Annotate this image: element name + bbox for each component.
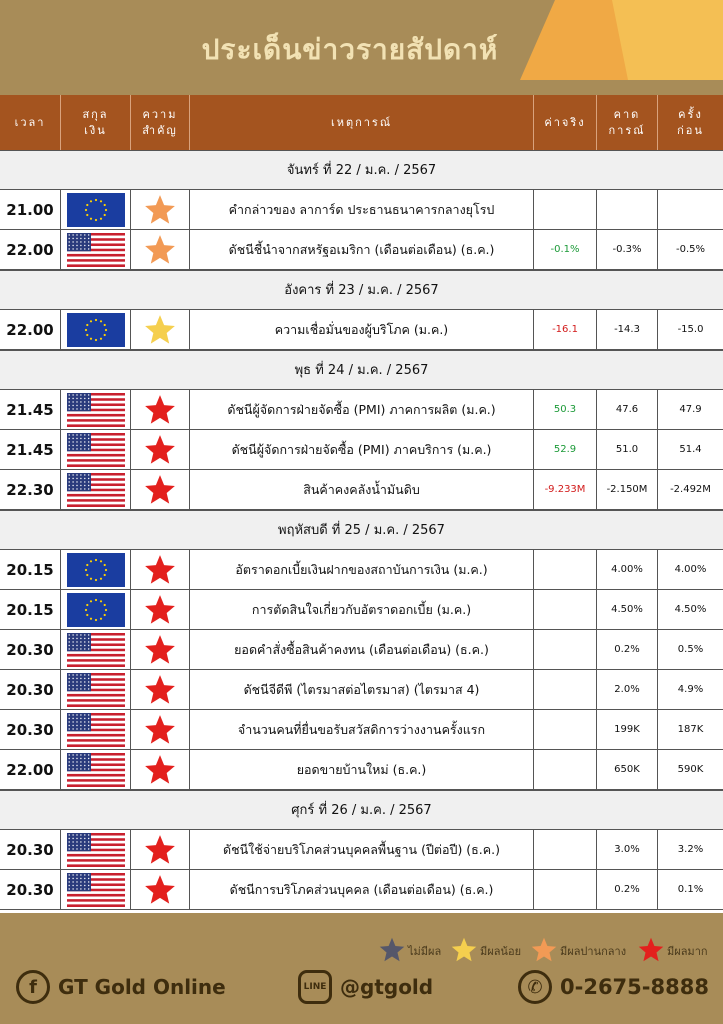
importance-cell xyxy=(131,470,190,509)
line-id: @gtgold xyxy=(340,975,434,999)
event-row xyxy=(0,230,723,270)
event-row xyxy=(0,430,723,470)
forecast-value: -2.150M xyxy=(597,470,658,509)
currency-cell xyxy=(61,590,131,629)
event-time: 22.00 xyxy=(0,310,61,349)
day-label: พุธ ที่ 24 / ม.ค. / 2567 xyxy=(294,363,429,378)
forecast-value: 4.50% xyxy=(597,590,658,629)
phone-number: 0-2675-8888 xyxy=(560,975,709,999)
previous-value: 51.4 xyxy=(679,444,702,455)
event-row xyxy=(0,670,723,710)
importance-cell xyxy=(131,870,190,909)
previous-value xyxy=(658,190,723,229)
importance-cell xyxy=(131,630,190,669)
event-name: ดัชนีชี้นำจากสหรัฐอเมริกา (เดือนต่อเดือน) (ธ.ค.) xyxy=(190,230,534,269)
forecast-value: 3.0% xyxy=(597,830,658,869)
actual-value: -9.233M xyxy=(534,470,597,509)
day-label: ศุกร์ ที่ 26 / ม.ค. / 2567 xyxy=(291,803,432,818)
forecast-value: 47.6 xyxy=(597,390,658,429)
actual-value: 52.9 xyxy=(534,430,597,469)
us-flag-icon xyxy=(67,673,125,707)
event-time: 20.30 xyxy=(0,870,61,909)
facebook-icon: f xyxy=(16,970,50,1004)
actual-value xyxy=(534,830,597,869)
importance-cell xyxy=(131,750,190,789)
us-flag-icon xyxy=(67,753,125,787)
orange-star-icon xyxy=(143,193,177,227)
importance-cell xyxy=(131,390,190,429)
forecast-value: 51.0 xyxy=(597,430,658,469)
event-row xyxy=(0,870,723,910)
forecast-value xyxy=(597,190,658,229)
event-time: 22.30 xyxy=(0,470,61,509)
line-icon: LINE xyxy=(298,970,332,1004)
importance-cell xyxy=(131,710,190,749)
day-header-row xyxy=(0,150,723,190)
col-importance-header: ความ สำคัญ xyxy=(131,95,190,150)
event-name: ความเชื่อมั่นของผู้บริโภค (ม.ค.) xyxy=(190,310,534,349)
event-row xyxy=(0,390,723,430)
importance-cell xyxy=(131,830,190,869)
actual-value xyxy=(534,550,597,589)
currency-cell xyxy=(61,390,131,429)
red-star-icon xyxy=(143,833,177,867)
importance-cell xyxy=(131,670,190,709)
forecast-value: 4.00% xyxy=(597,550,658,589)
currency-cell xyxy=(61,870,131,909)
previous-value: 0.1% xyxy=(677,884,704,895)
event-name: ดัชนีผู้จัดการฝ่ายจัดซื้อ (PMI) ภาคการผลิต (ม.ค.) xyxy=(190,390,534,429)
currency-cell xyxy=(61,430,131,469)
event-time: 21.45 xyxy=(0,390,61,429)
legend-item-none xyxy=(378,937,441,965)
currency-cell xyxy=(61,830,131,869)
event-name: สินค้าคงคลังน้ำมันดิบ xyxy=(190,470,534,509)
eu-flag-icon xyxy=(67,593,125,627)
line-contact[interactable] xyxy=(298,965,433,1009)
col-currency-header: สกุล เงิน xyxy=(61,95,131,150)
event-time: 21.45 xyxy=(0,430,61,469)
event-time: 20.30 xyxy=(0,710,61,749)
currency-cell xyxy=(61,710,131,749)
actual-value xyxy=(534,590,597,629)
forecast-value: 0.2% xyxy=(597,870,658,909)
actual-value xyxy=(534,870,597,909)
forecast-value: -14.3 xyxy=(597,310,658,349)
importance-cell xyxy=(131,550,190,589)
actual-value xyxy=(534,750,597,789)
event-row xyxy=(0,630,723,670)
previous-value: 590K xyxy=(677,764,704,775)
red-star-icon xyxy=(143,633,177,667)
day-header-row xyxy=(0,350,723,390)
event-row xyxy=(0,550,723,590)
previous-value: 4.50% xyxy=(674,604,707,615)
us-flag-icon xyxy=(67,633,125,667)
previous-value: 47.9 xyxy=(679,404,702,415)
event-name: ดัชนีใช้จ่ายบริโภคส่วนบุคคลพื้นฐาน (ปีต่อปี) (ธ.ค.) xyxy=(190,830,534,869)
previous-value: 4.00% xyxy=(674,564,707,575)
currency-cell xyxy=(61,230,131,269)
legend-label: มีผลมาก xyxy=(667,945,708,958)
us-flag-icon xyxy=(67,393,125,427)
yellow-star-icon xyxy=(143,313,177,347)
event-time: 22.00 xyxy=(0,750,61,789)
currency-cell xyxy=(61,310,131,349)
currency-cell xyxy=(61,750,131,789)
eu-flag-icon xyxy=(67,313,125,347)
phone-contact[interactable] xyxy=(518,965,709,1009)
legend-label: มีผลปานกลาง xyxy=(560,945,627,958)
orange-star-icon xyxy=(143,233,177,267)
legend-label: ไม่มีผล xyxy=(408,945,442,958)
legend-item-low xyxy=(450,937,521,965)
legend-item-medium xyxy=(530,937,626,965)
event-time: 22.00 xyxy=(0,230,61,269)
event-time: 20.15 xyxy=(0,590,61,629)
red-star-icon xyxy=(143,553,177,587)
legend-label: มีผลน้อย xyxy=(480,945,522,958)
day-header-row xyxy=(0,510,723,550)
header-banner xyxy=(0,0,723,95)
event-row xyxy=(0,590,723,630)
event-name: คำกล่าวของ ลาการ์ด ประธานธนาคารกลางยุโรป xyxy=(190,190,534,229)
day-label: พฤหัสบดี ที่ 25 / ม.ค. / 2567 xyxy=(278,523,445,538)
event-time: 21.00 xyxy=(0,190,61,229)
phone-icon: ✆ xyxy=(518,970,552,1004)
legend-item-high xyxy=(637,937,708,965)
event-row xyxy=(0,710,723,750)
us-flag-icon xyxy=(67,873,125,907)
importance-cell xyxy=(131,590,190,629)
day-header-row xyxy=(0,270,723,310)
actual-value xyxy=(534,670,597,709)
event-row xyxy=(0,470,723,510)
actual-value: -0.1% xyxy=(534,230,597,269)
red-star-icon xyxy=(143,673,177,707)
day-header-row xyxy=(0,790,723,830)
red-star-icon xyxy=(143,433,177,467)
currency-cell xyxy=(61,470,131,509)
us-flag-icon xyxy=(67,473,125,507)
previous-value: 4.9% xyxy=(677,684,704,695)
legend-red-star-icon xyxy=(637,936,665,967)
previous-value: 187K xyxy=(677,724,704,735)
forecast-value: 199K xyxy=(597,710,658,749)
forecast-value: 650K xyxy=(597,750,658,789)
col-previous-header: ครั้ง ก่อน xyxy=(677,107,704,137)
col-forecast-header: คาด การณ์ xyxy=(597,95,658,150)
legend-gray-star-icon xyxy=(378,936,406,967)
red-star-icon xyxy=(143,393,177,427)
col-actual-header: ค่าจริง xyxy=(534,95,597,150)
actual-value: 50.3 xyxy=(534,390,597,429)
event-time: 20.30 xyxy=(0,670,61,709)
actual-value: -16.1 xyxy=(534,310,597,349)
event-row xyxy=(0,310,723,350)
event-name: การตัดสินใจเกี่ยวกับอัตราดอกเบี้ย (ม.ค.) xyxy=(190,590,534,629)
event-name: อัตราดอกเบี้ยเงินฝากของสถาบันการเงิน (ม.ค.) xyxy=(190,550,534,589)
event-name: ยอดคำสั่งซื้อสินค้าคงทน (เดือนต่อเดือน) (ธ.ค.) xyxy=(190,630,534,669)
event-name: ดัชนีการบริโภคส่วนบุคคล (เดือนต่อเดือน) (ธ.ค.) xyxy=(190,870,534,909)
facebook-name: GT Gold Online xyxy=(58,975,226,999)
forecast-value: 0.2% xyxy=(597,630,658,669)
event-time: 20.30 xyxy=(0,830,61,869)
table-header xyxy=(0,95,723,150)
previous-value: -15.0 xyxy=(677,324,704,335)
facebook-contact[interactable] xyxy=(16,965,226,1009)
previous-value: -2.492M xyxy=(670,484,711,495)
importance-cell xyxy=(131,230,190,269)
event-row xyxy=(0,190,723,230)
us-flag-icon xyxy=(67,833,125,867)
red-star-icon xyxy=(143,473,177,507)
col-event-header: เหตุการณ์ xyxy=(190,95,534,150)
col-time-header: เวลา xyxy=(0,95,61,150)
legend-yellow-star-icon xyxy=(450,936,478,967)
us-flag-icon xyxy=(67,233,125,267)
event-time: 20.30 xyxy=(0,630,61,669)
page-title: ประเด็นข่าวรายสัปดาห์ xyxy=(201,33,499,66)
red-star-icon xyxy=(143,873,177,907)
currency-cell xyxy=(61,550,131,589)
importance-cell xyxy=(131,430,190,469)
us-flag-icon xyxy=(67,713,125,747)
event-time: 20.15 xyxy=(0,550,61,589)
us-flag-icon xyxy=(67,433,125,467)
previous-value: 0.5% xyxy=(677,644,704,655)
legend-orange-star-icon xyxy=(530,936,558,967)
day-label: จันทร์ ที่ 22 / ม.ค. / 2567 xyxy=(286,163,437,178)
forecast-value: 2.0% xyxy=(597,670,658,709)
previous-value: 3.2% xyxy=(677,844,704,855)
importance-cell xyxy=(131,190,190,229)
event-name: จำนวนคนที่ยื่นขอรับสวัสดิการว่างงานครั้งแรก xyxy=(190,710,534,749)
eu-flag-icon xyxy=(67,553,125,587)
event-name: ดัชนีผู้จัดการฝ่ายจัดซื้อ (PMI) ภาคบริการ (ม.ค.) xyxy=(190,430,534,469)
event-row xyxy=(0,830,723,870)
actual-value xyxy=(534,630,597,669)
importance-cell xyxy=(131,310,190,349)
event-name: ยอดขายบ้านใหม่ (ธ.ค.) xyxy=(190,750,534,789)
currency-cell xyxy=(61,190,131,229)
forecast-value: -0.3% xyxy=(597,230,658,269)
red-star-icon xyxy=(143,593,177,627)
red-star-icon xyxy=(143,713,177,747)
actual-value xyxy=(534,710,597,749)
currency-cell xyxy=(61,630,131,669)
red-star-icon xyxy=(143,753,177,787)
event-name: ดัชนีจีดีพี (ไตรมาสต่อไตรมาส) (ไตรมาส 4) xyxy=(190,670,534,709)
event-row xyxy=(0,750,723,790)
day-label: อังคาร ที่ 23 / ม.ค. / 2567 xyxy=(284,283,439,298)
eu-flag-icon xyxy=(67,193,125,227)
currency-cell xyxy=(61,670,131,709)
actual-value xyxy=(534,190,597,229)
previous-value: -0.5% xyxy=(675,244,705,255)
